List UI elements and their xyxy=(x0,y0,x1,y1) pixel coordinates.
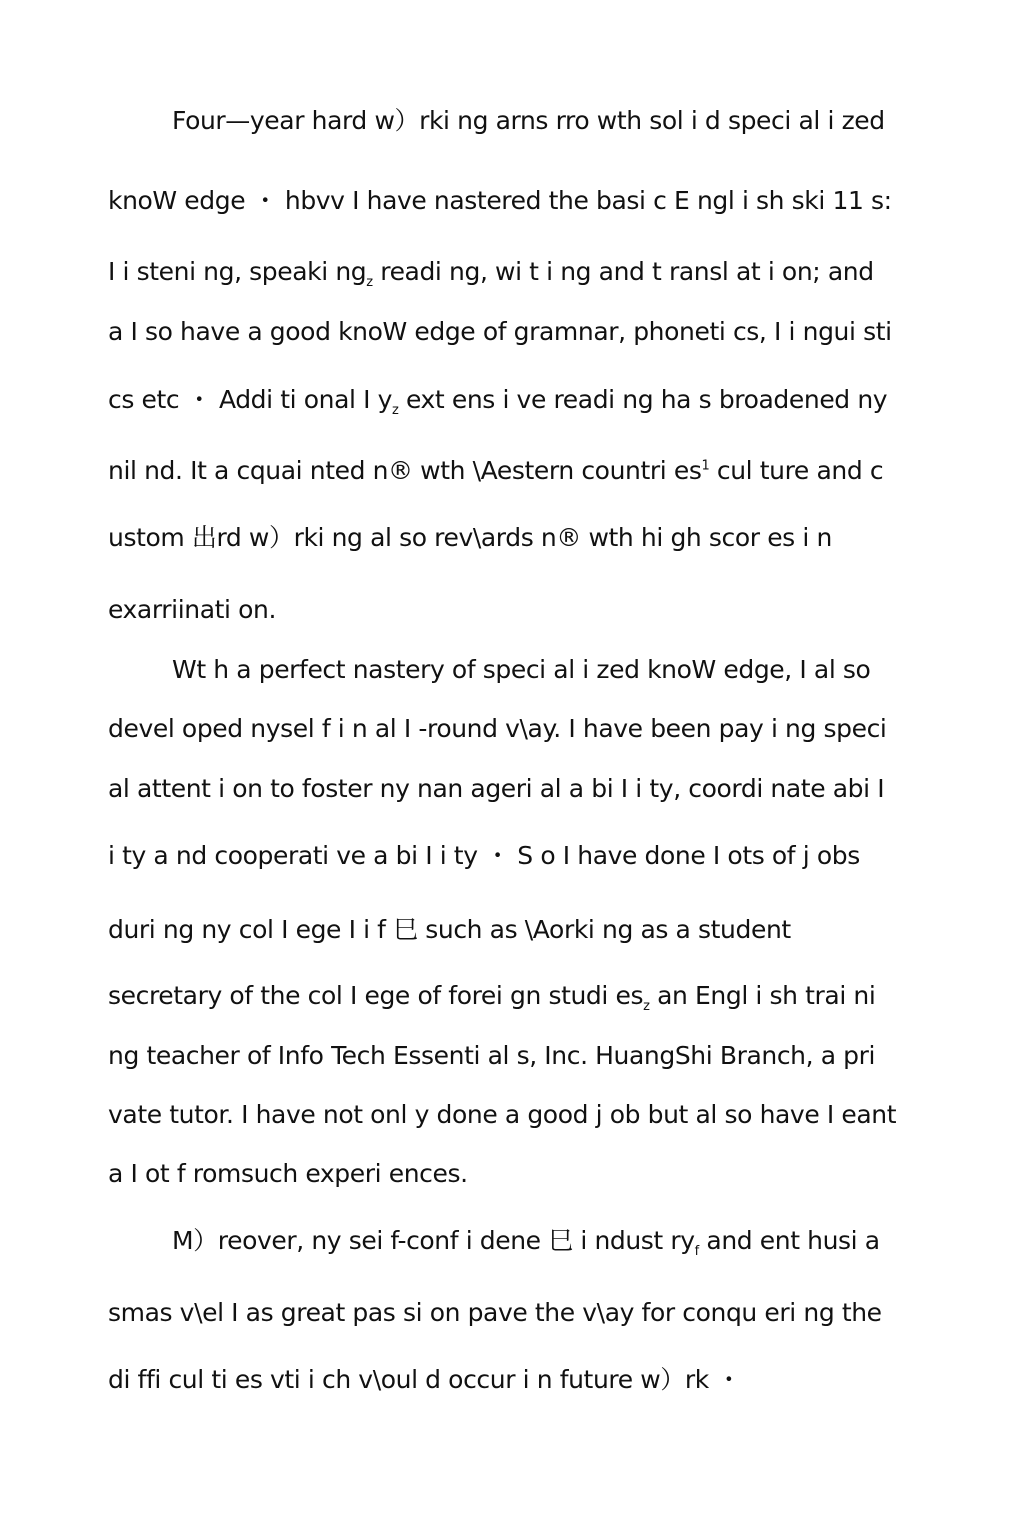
text-line: ustom 出rd w）rki ng al so rev\ards n® wth hi gh scor es i n xyxy=(108,523,832,552)
text-line: ng teacher of Info Tech Essenti al s, Inc. HuangShi Branch, a pri xyxy=(108,1041,876,1070)
text-line: duri ng ny col I ege I i f 巳 such as \Aorki ng as a student xyxy=(108,915,791,944)
text-line: i ty a nd cooperati ve a bi I i ty ・ S o I have done I ots of j obs xyxy=(108,841,860,870)
text-line: a I ot f romsuch experi ences. xyxy=(108,1159,468,1188)
text-line: M）reover, ny sei f-conf i dene 巳 i ndust $ry_f$ and ent husi a xyxy=(172,1226,880,1259)
text-line: I i steni ng, speaki $ng_z$ readi ng, wi t i ng and t ransl at i on; and xyxy=(108,257,874,290)
text-line: nil nd. It a cquai nted n® wth \Aestern countri $es^1$ cul ture and c xyxy=(108,456,884,485)
text-line: smas v\el I as great pas si on pave the v\ay for conqu eri ng the xyxy=(108,1298,882,1327)
text-line: devel oped nysel f i n al I -round v\ay. I have been pay i ng speci xyxy=(108,714,887,743)
text-line: exarriinati on. xyxy=(108,595,277,624)
text-line: secretary of the col I ege of forei gn studi $es_z$ an Engl i sh trai ni xyxy=(108,981,876,1014)
text-line: al attent i on to foster ny nan ageri al a bi I i ty, coordi nate abi I xyxy=(108,774,885,803)
text-line: knoW edge ・ hbvv I have nastered the basi c E ngl i sh ski 11 s: xyxy=(108,186,892,215)
text-line: Four—year hard w）rki ng arns rro wth sol i d speci al i zed xyxy=(172,106,885,135)
text-line: cs etc ・ Addi ti onal I $y_z$ ext ens i ve readi ng ha s broadened ny xyxy=(108,385,888,418)
text-line: a I so have a good knoW edge of gramnar, phoneti cs, I i ngui sti xyxy=(108,317,892,346)
text-line: Wt h a perfect nastery of speci al i zed knoW edge, I al so xyxy=(172,655,871,684)
text-line: di ffi cul ti es vti i ch v\oul d occur i n future w）rk ・ xyxy=(108,1365,742,1394)
text-line: vate tutor. I have not onl y done a good j ob but al so have I eant xyxy=(108,1100,897,1129)
